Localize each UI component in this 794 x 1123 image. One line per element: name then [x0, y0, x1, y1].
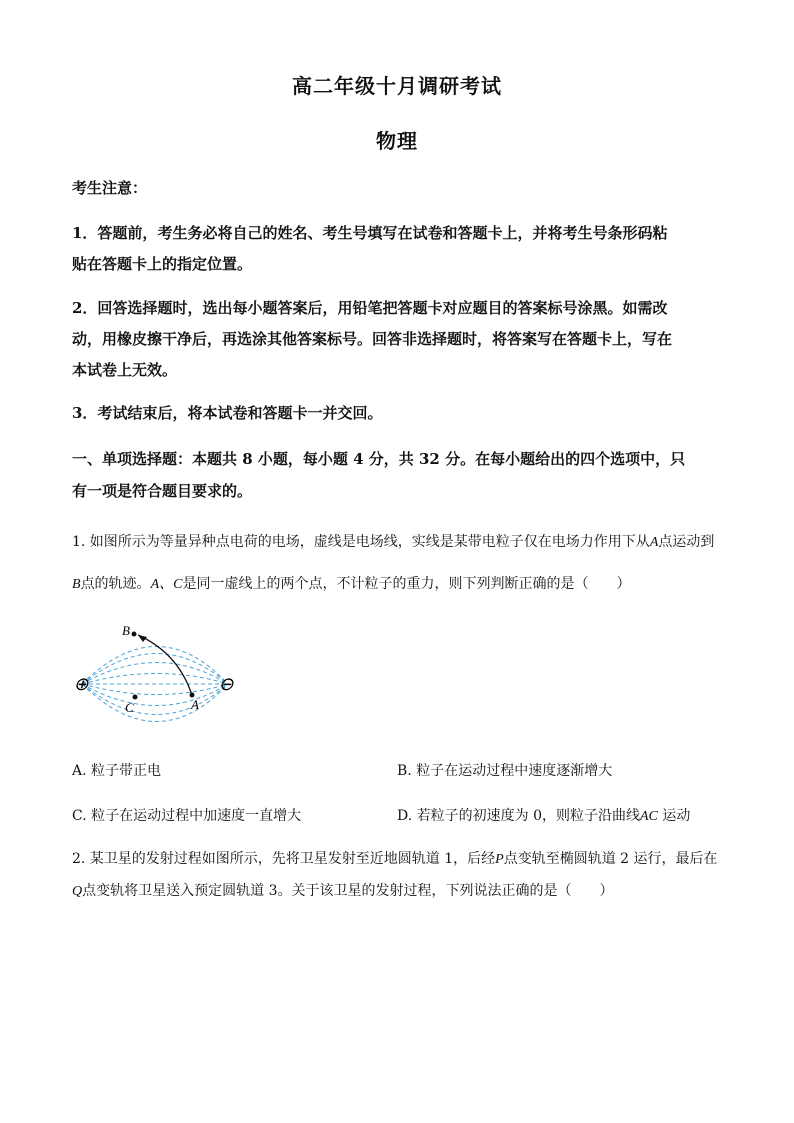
q1-option-d-text-a: D. 若粒子的初速度为 0，则粒子沿曲线 [397, 808, 640, 824]
notice-item-2-line-1: 2．回答选择题时，选出每小题答案后，用铅笔把答题卡对应题目的答案标号涂黑。如需改 [72, 299, 668, 317]
q1-var-a: A [649, 535, 659, 550]
q1-text-d: 是同一虚线上的两个点，不计粒子的重力，则下列判断正确的是（ ） [182, 576, 631, 592]
exam-title: 高二年级十月调研考试 [292, 74, 502, 98]
q1-text-c: 点的轨迹。 [80, 576, 151, 592]
q1-option-c: C. 粒子在运动过程中加速度一直增大 [72, 808, 302, 824]
question-1-line-2 [72, 573, 630, 593]
notice-item-2-line-3: 本试卷上无效。 [72, 361, 178, 379]
q1-text-b: 点运动到 [658, 534, 715, 550]
particle-trajectory [138, 635, 192, 695]
electric-field-figure [68, 615, 248, 725]
point-b-dot [132, 632, 137, 637]
notice-item-1-line-2: 贴在答题卡上的指定位置。 [72, 255, 253, 273]
notice-heading: 考生注意： [72, 179, 148, 197]
q1-option-d-var: AC [639, 809, 658, 824]
subject-title: 物理 [376, 129, 418, 153]
trajectory-arrow-icon [138, 635, 147, 642]
q1-var-b: B [72, 577, 81, 592]
label-b: B [122, 623, 130, 638]
q2-text-a: 2. 某卫星的发射过程如图所示，先将卫星发射至近地圆轨道 1，后经 [72, 851, 496, 867]
q2-var-p: P [495, 852, 504, 867]
q1-option-d [397, 805, 690, 825]
point-c-dot [133, 695, 138, 700]
question-2-line-1 [72, 848, 718, 868]
positive-charge-icon: ⊕ [73, 674, 89, 694]
label-a: A [191, 697, 199, 712]
q2-text-b: 点变轨至椭圆轨道 2 运行，最后在 [503, 851, 718, 867]
q1-text-a: 1. 如图所示为等量异种点电荷的电场，虚线是电场线，实线是某带电粒子仅在电场力作用下从 [72, 534, 650, 550]
q1-option-d-text-b: 运动 [657, 808, 691, 824]
label-c: C [125, 700, 134, 715]
question-2-line-2 [72, 880, 613, 900]
q1-option-a: A. 粒子带正电 [72, 763, 162, 779]
q2-var-q: Q [72, 884, 83, 899]
question-1-line-1 [72, 531, 714, 551]
section-heading-line-1: 一、单项选择题：本题共 8 小题，每小题 4 分，共 32 分。在每小题给出的四个选项中，只 [72, 450, 686, 468]
q2-text-c: 点变轨将卫星送入预定圆轨道 3。关于该卫星的发射过程，下列说法正确的是（ ） [82, 883, 614, 899]
notice-item-3: 3．考试结束后，将本试卷和答题卡一并交回。 [72, 404, 383, 422]
section-heading-line-2: 有一项是符合题目要求的。 [72, 482, 253, 500]
notice-item-1-line-1: 1．答题前，考生务必将自己的姓名、考生号填写在试卷和答题卡上，并将考生号条形码粘 [72, 224, 668, 242]
notice-item-2-line-2: 动，用橡皮擦干净后，再选涂其他答案标号。回答非选择题时，将答案写在答题卡上，写在 [72, 330, 673, 348]
q1-var-ac: A、C [150, 577, 183, 592]
negative-charge-icon: ⊖ [218, 674, 234, 694]
q1-option-b: B. 粒子在运动过程中速度逐渐增大 [397, 763, 613, 779]
field-lines [82, 647, 228, 722]
